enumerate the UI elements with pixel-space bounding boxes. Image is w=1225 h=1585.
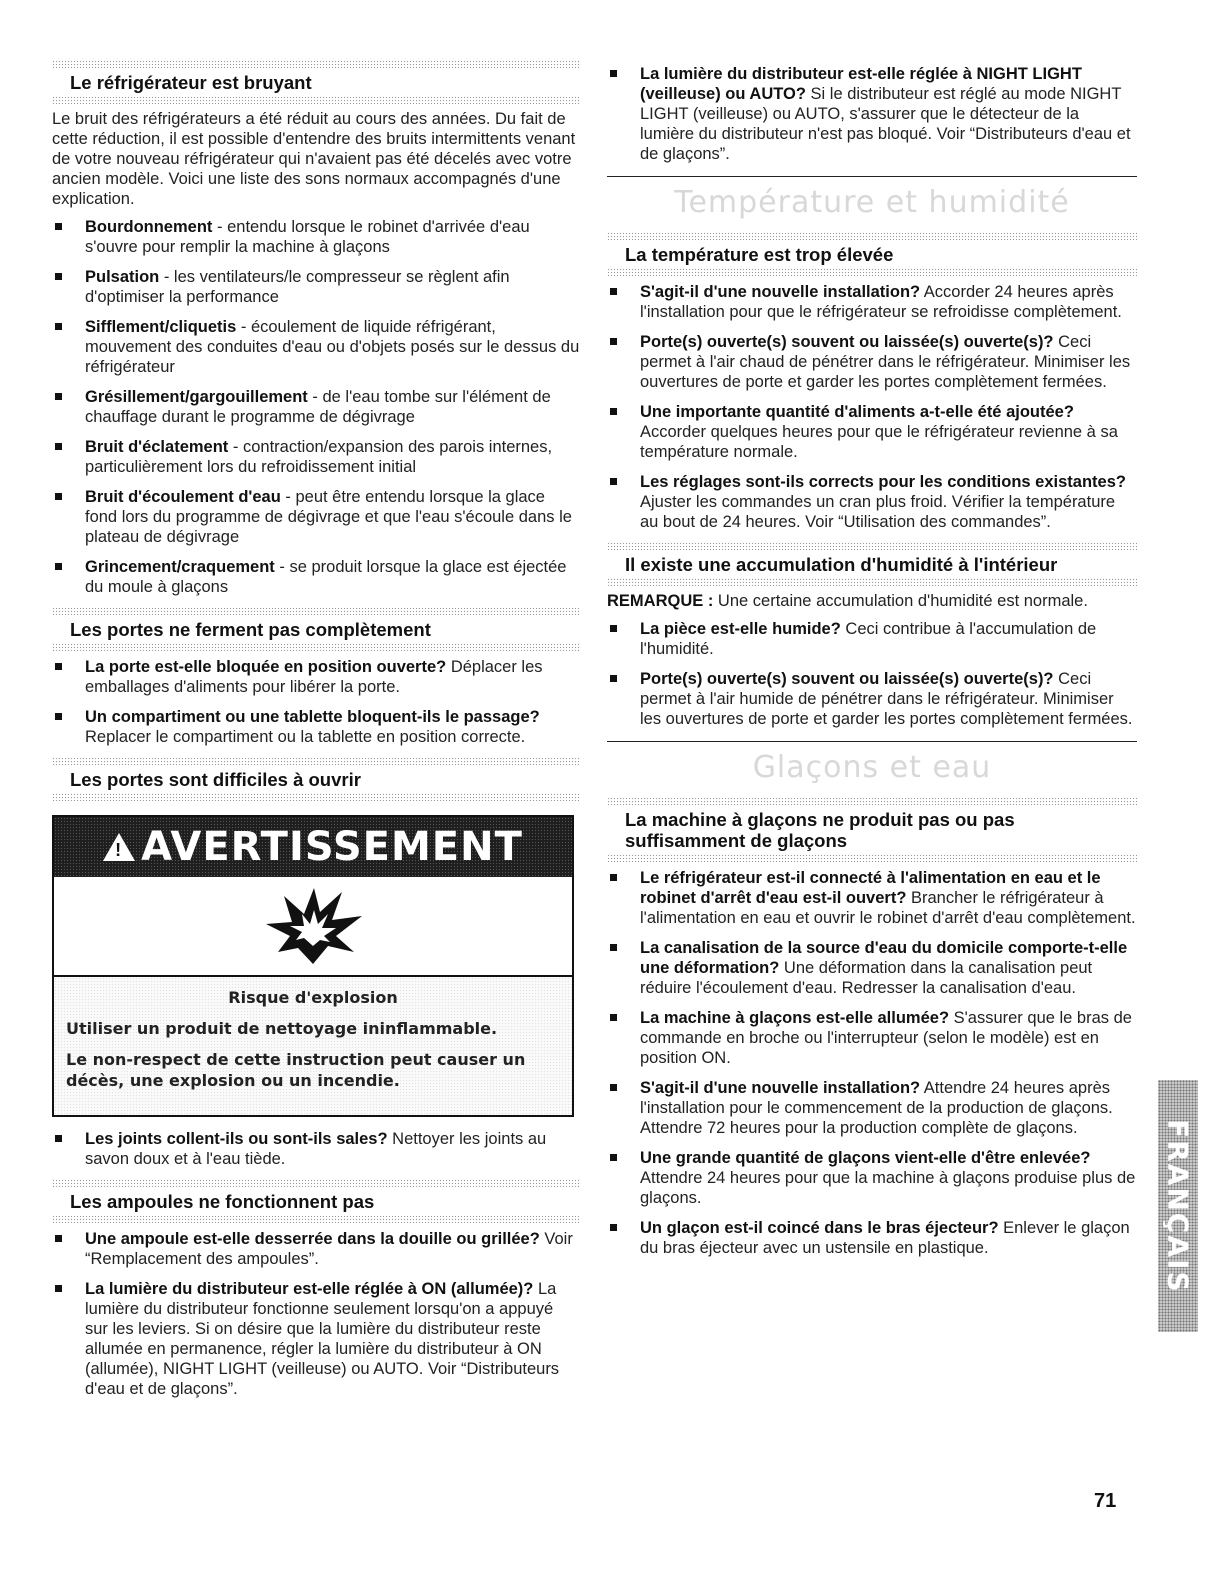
- item-text: Nettoyer les joints au savon doux et à l'eau tiède.: [85, 1130, 547, 1168]
- item-text: Attendre 24 heures après l'installation pour le commencement de la production de glaçons. Attendre 72 heures pour la production complète de glaçons.: [640, 1079, 1113, 1137]
- section-bulbs: [52, 1179, 580, 1399]
- item-lead: Pulsation: [85, 268, 160, 286]
- item-text: Ceci permet à l'air chaud de pénétrer dans le réfrigérateur. Minimiser les ouvertures de porte et garder les portes complètement fermées.: [640, 333, 1131, 391]
- humidity-list: [607, 619, 1137, 729]
- warning-triangle-icon: !: [103, 833, 135, 861]
- item-text: - contraction/expansion des parois internes, particulièrement lors du refroidissement initial: [85, 438, 553, 476]
- item-text: - les ventilateurs/le compresseur se règlent afin d'optimiser la performance: [85, 268, 510, 306]
- item-text: - peut être entendu lorsque la glace fond lors du programme de dégivrage et que l'eau s'écoule dans le plateau de dégivrage: [85, 488, 572, 546]
- explosion-icon: [54, 877, 572, 977]
- list-item: [607, 1218, 1137, 1258]
- section-noisy: [52, 60, 580, 597]
- section-humidity: [607, 542, 1137, 729]
- list-item: [607, 472, 1137, 532]
- section-temp-high: [607, 232, 1137, 532]
- item-text: - de l'eau tombe sur l'élément de chauffage durant le programme de dégivrage: [85, 388, 551, 426]
- note-text: Une certaine accumulation d'humidité est normale.: [713, 592, 1088, 610]
- item-text: Accorder quelques heures pour que le réfrigérateur revienne à sa température normale.: [640, 423, 1118, 461]
- item-lead: Bruit d'éclatement: [85, 438, 229, 456]
- list-item: [607, 619, 1137, 659]
- item-lead: Les réglages sont-ils corrects pour les conditions existantes?: [640, 473, 1126, 491]
- item-text: Voir “Remplacement des ampoules”.: [85, 1230, 573, 1268]
- list-item: [52, 657, 580, 697]
- list-item: [52, 217, 580, 257]
- list-item: [607, 868, 1137, 928]
- divider: [607, 176, 1137, 177]
- note-label: REMARQUE :: [607, 592, 714, 610]
- section-ice: [607, 797, 1137, 1258]
- note-paragraph: [607, 591, 1137, 611]
- list-item: [52, 387, 580, 427]
- list-item: [607, 1078, 1137, 1138]
- item-text: Enlever le glaçon du bras éjecteur avec un ustensile en plastique.: [640, 1219, 1130, 1257]
- item-lead: La porte est-elle bloquée en position ouverte?: [85, 658, 447, 676]
- list-item: [52, 317, 580, 377]
- language-tab: FRANÇAIS: [1158, 1080, 1198, 1332]
- item-text: Ajuster les commandes un cran plus froid. Vérifier la température au bout de 24 heures. Voir “Utilisation des commandes”.: [640, 493, 1116, 531]
- list-item: [52, 487, 580, 547]
- ice-list: [607, 868, 1137, 1258]
- bulbs-list: [52, 1229, 580, 1399]
- item-lead: Porte(s) ouverte(s) souvent ou laissée(s) ouverte(s)?: [640, 670, 1054, 688]
- list-item: [607, 1148, 1137, 1208]
- right-column: [607, 60, 1137, 1268]
- section-heading: Les ampoules ne fonctionnent pas: [70, 1191, 375, 1212]
- temp-list: [607, 282, 1137, 532]
- section-heading: Il existe une accumulation d'humidité à l'intérieur: [625, 554, 1058, 575]
- item-text: Replacer le compartiment ou la tablette en position correcte.: [85, 728, 526, 746]
- item-lead: Bourdonnement: [85, 218, 213, 236]
- list-item: [52, 437, 580, 477]
- item-text: Ceci contribue à l'accumulation de l'humidité.: [640, 620, 1097, 658]
- item-lead: Un compartiment ou une tablette bloquent-ils le passage?: [85, 708, 540, 726]
- item-lead: Grésillement/gargouillement: [85, 388, 308, 406]
- chapter-title: Glaçons et eau: [752, 750, 992, 785]
- list-item: [607, 332, 1137, 392]
- item-text: La lumière du distributeur fonctionne seulement lorsqu'on a appuyé sur les leviers. Si on désire que la lumière du distributeur reste allumée en permanence, régler la lumière du distributeur à ON (allumée), NIGHT LIGHT (veilleuse) ou AUTO. Voir “Distributeurs d'eau et de glaçons”.: [85, 1280, 560, 1398]
- page-number: 71: [1094, 1490, 1117, 1512]
- warning-line: Utiliser un produit de nettoyage ininflammable.: [66, 1019, 498, 1038]
- list-item: [52, 1129, 580, 1169]
- section-doors-hard: [52, 757, 580, 1169]
- warning-header: [54, 817, 572, 877]
- item-text: - écoulement de liquide réfrigérant, mouvement des conduites d'eau ou d'objets posés sur le dessus du réfrigérateur: [85, 318, 580, 376]
- intro-paragraph: Le bruit des réfrigérateurs a été réduit au cours des années. Du fait de cette réduction, il est possible d'entendre des bruits intermittents venant de votre nouveau réfrigérateur qui n'avaient pas été décelés avec votre ancien modèle. Voici une liste des sons normaux accompagnés d'une explication.: [52, 110, 576, 208]
- item-text: S'assurer que le bras de commande en broche ou l'interrupteur (selon le modèle) est en position ON.: [640, 1009, 1132, 1067]
- list-item: [607, 1008, 1137, 1068]
- list-item: [607, 938, 1137, 998]
- item-lead: Une grande quantité de glaçons vient-elle d'être enlevée?: [640, 1149, 1091, 1167]
- item-lead: Le réfrigérateur est-il connecté à l'alimentation en eau et le robinet d'arrêt d'eau est-il ouvert?: [640, 869, 1101, 907]
- item-text: - entendu lorsque le robinet d'arrivée d'eau s'ouvre pour remplir la machine à glaçons: [85, 218, 530, 256]
- item-lead: Bruit d'écoulement d'eau: [85, 488, 281, 506]
- section-heading: La température est trop élevée: [625, 244, 894, 265]
- item-lead: La canalisation de la source d'eau du domicile comporte-t-elle une déformation?: [640, 939, 1128, 977]
- item-lead: La lumière du distributeur est-elle réglée à ON (allumée)?: [85, 1280, 534, 1298]
- item-lead: Un glaçon est-il coincé dans le bras éjecteur?: [640, 1219, 999, 1237]
- item-lead: La machine à glaçons est-elle allumée?: [640, 1009, 950, 1027]
- item-text: Ceci permet à l'air humide de pénétrer dans le réfrigérateur. Minimiser les ouvertures de porte et garder les portes complètement fermées.: [640, 670, 1133, 728]
- warning-title: AVERTISSEMENT: [141, 824, 523, 870]
- item-text: Si le distributeur est réglé au mode NIGHT LIGHT (veilleuse) ou AUTO, s'assurer que le détecteur de la lumière du distributeur n'est pas bloqué. Voir “Distributeurs d'eau et de glaçons”.: [640, 85, 1131, 163]
- list-item: [607, 64, 1137, 164]
- list-item: [607, 282, 1137, 322]
- item-text: Brancher le réfrigérateur à l'alimentation en eau et ouvrir le robinet d'arrêt d'eau complètement.: [640, 889, 1136, 927]
- list-item: [607, 402, 1137, 462]
- item-lead: Grincement/craquement: [85, 558, 275, 576]
- doors-close-list: [52, 657, 580, 747]
- warning-subtitle: Risque d'explosion: [228, 988, 398, 1007]
- item-text: Déplacer les emballages d'aliments pour libérer la porte.: [85, 658, 543, 696]
- section-heading: Le réfrigérateur est bruyant: [70, 72, 312, 93]
- item-text: Attendre 24 heures pour que la machine à glaçons produise plus de glaçons.: [640, 1169, 1136, 1207]
- item-lead: Sifflement/cliquetis: [85, 318, 237, 336]
- item-lead: Une ampoule est-elle desserrée dans la douille ou grillée?: [85, 1230, 540, 1248]
- doors-hard-list: [52, 1129, 580, 1169]
- section-doors-close: [52, 607, 580, 747]
- item-text: Accorder 24 heures après l'installation pour que le réfrigérateur se refroidisse complètement.: [640, 283, 1122, 321]
- list-item: [607, 669, 1137, 729]
- warning-line: Le non-respect de cette instruction peut causer un décès, une explosion ou un incendie.: [66, 1050, 526, 1090]
- noise-list: [52, 217, 580, 597]
- warning-box: [52, 815, 574, 1117]
- left-column: [52, 60, 580, 1409]
- item-lead: Porte(s) ouverte(s) souvent ou laissée(s) ouverte(s)?: [640, 333, 1054, 351]
- list-item: [52, 1279, 580, 1399]
- item-text: - se produit lorsque la glace est éjectée du moule à glaçons: [85, 558, 567, 596]
- item-lead: Une importante quantité d'aliments a-t-elle été ajoutée?: [640, 403, 1074, 421]
- list-item: [52, 1229, 580, 1269]
- divider: [607, 741, 1137, 742]
- section-heading: Les portes ne ferment pas complètement: [70, 619, 431, 640]
- item-text: Une déformation dans la canalisation peut réduire l'écoulement d'eau. Redresser la canalisation d'eau.: [640, 959, 1093, 997]
- item-lead: La pièce est-elle humide?: [640, 620, 841, 638]
- item-lead: Les joints collent-ils ou sont-ils sales?: [85, 1130, 388, 1148]
- dispenser-light-list: [607, 64, 1137, 164]
- item-lead: S'agit-il d'une nouvelle installation?: [640, 283, 921, 301]
- list-item: [52, 557, 580, 597]
- section-heading: Les portes sont difficiles à ouvrir: [70, 769, 361, 790]
- list-item: [52, 707, 580, 747]
- section-heading: La machine à glaçons ne produit pas ou pas suffisamment de glaçons: [625, 809, 1015, 851]
- list-item: [52, 267, 580, 307]
- item-lead: S'agit-il d'une nouvelle installation?: [640, 1079, 921, 1097]
- item-lead: La lumière du distributeur est-elle réglée à NIGHT LIGHT (veilleuse) ou AUTO?: [640, 65, 1082, 103]
- chapter-title: Température et humidité: [674, 185, 1070, 220]
